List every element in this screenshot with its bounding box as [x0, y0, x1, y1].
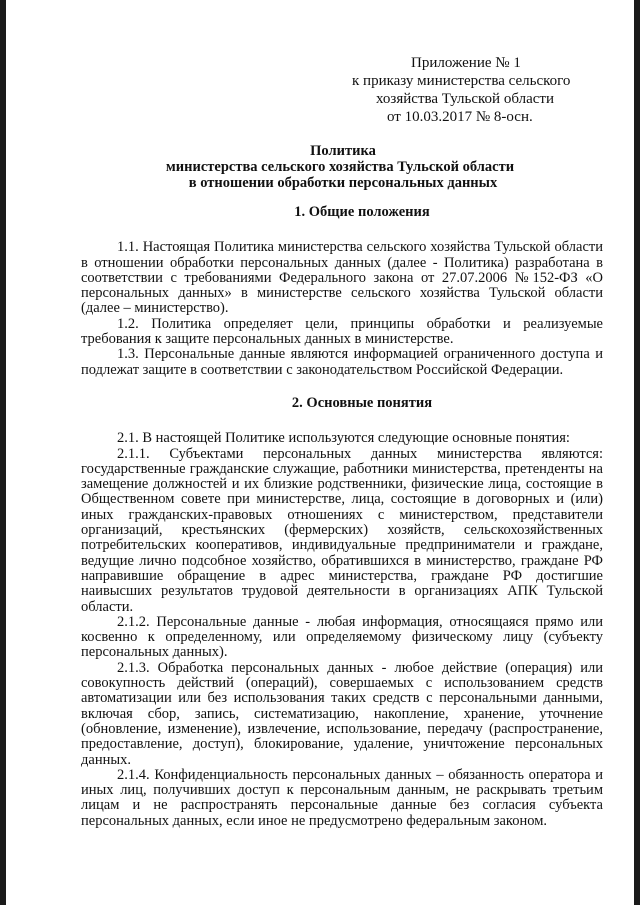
document-title: [6, 143, 634, 191]
annex-date: от 10.03.2017 № 8-осн.: [387, 109, 533, 125]
section-1-heading: 1. Общие положения: [294, 204, 430, 220]
annex-block: [336, 54, 586, 126]
paragraph-1-3: 1.3. Персональные данные являются информацией ограниченного доступа и подлежат защите в соответствии с законодательством Российской Федерации.: [81, 346, 603, 378]
section-2-heading: 2. Основные понятия: [291, 394, 433, 411]
annex-number: Приложение № 1: [411, 55, 521, 71]
title-line-3: в отношении обработки персональных данных: [188, 175, 498, 191]
paragraph-1-2: 1.2. Политика определяет цели, принципы обработки и реализуемые требования к защите персональных данных в министерстве.: [81, 315, 603, 348]
paragraph-2-1: 2.1. В настоящей Политике используются следующие основные понятия:: [117, 430, 570, 447]
title-line-2: министерства сельского хозяйства Тульской области: [165, 159, 515, 175]
document-page: [6, 0, 634, 905]
title-line-1: Политика: [310, 143, 376, 159]
annex-ministry: хозяйства Тульской области: [376, 91, 554, 107]
paragraph-2-1-1: 2.1.1. Субъектами персональных данных министерства являются: государственные гражданские служащие, работники министерства, претенденты на замещение должностей и их близкие родственники, физические лица, состоящие в Общественном совете при министерстве, лица, состоящие в договорных и (или) иных гражданских-правовых отношениях с министерством, представители организаций, крестьянских (фермерских) хозяйств, сельскохозяйственных потребительских кооперативов, индивидуальные предприниматели и граждане, ведущие лично подсобное хозяйство, обратившихся в министерство, граждане РФ направившие обращение в адрес министерства, граждане РФ достигшие наивысших результатов трудовой деятельности в организациях АПК Тульской области.: [81, 445, 603, 615]
paragraph-2-1-2: 2.1.2. Персональные данные - любая информация, относящаяся прямо или косвенно к определенному, или определяемому физическому лицу (субъекту персональных данных).: [81, 613, 603, 661]
paragraph-1-1: 1.1. Настоящая Политика министерства сельского хозяйства Тульской области в отношении обработки персональных данных (далее - Политика) разработана в соответствии с требованиями Федерального закона от 27.07.2006 №152-ФЗ «О персональных данных» в министерстве сельского хозяйства Тульской области (далее – министерство).: [81, 239, 603, 317]
annex-order-ref: к приказу министерства сельского: [352, 73, 571, 89]
paragraph-2-1-3: 2.1.3. Обработка персональных данных - любое действие (операция) или совокупность действий (операций), совершаемых с использованием средств автоматизации или без использования таких средств с персональными данными, включая сбор, запись, систематизацию, накопление, хранение, уточнение (обновление, изменение), извлечение, использование, передачу (распространение, предоставление, доступ), блокирование, удаление, уничтожение персональных данных.: [81, 659, 603, 768]
document-body: [81, 205, 603, 829]
paragraph-2-1-4: 2.1.4. Конфиденциальность персональных данных – обязанность оператора и иных лиц, получивших доступ к персональным данным, не раскрывать третьим лицам и не распространять персональные данные без согласия субъекта персональных данных, если иное не предусмотрено федеральным законом.: [81, 766, 603, 829]
